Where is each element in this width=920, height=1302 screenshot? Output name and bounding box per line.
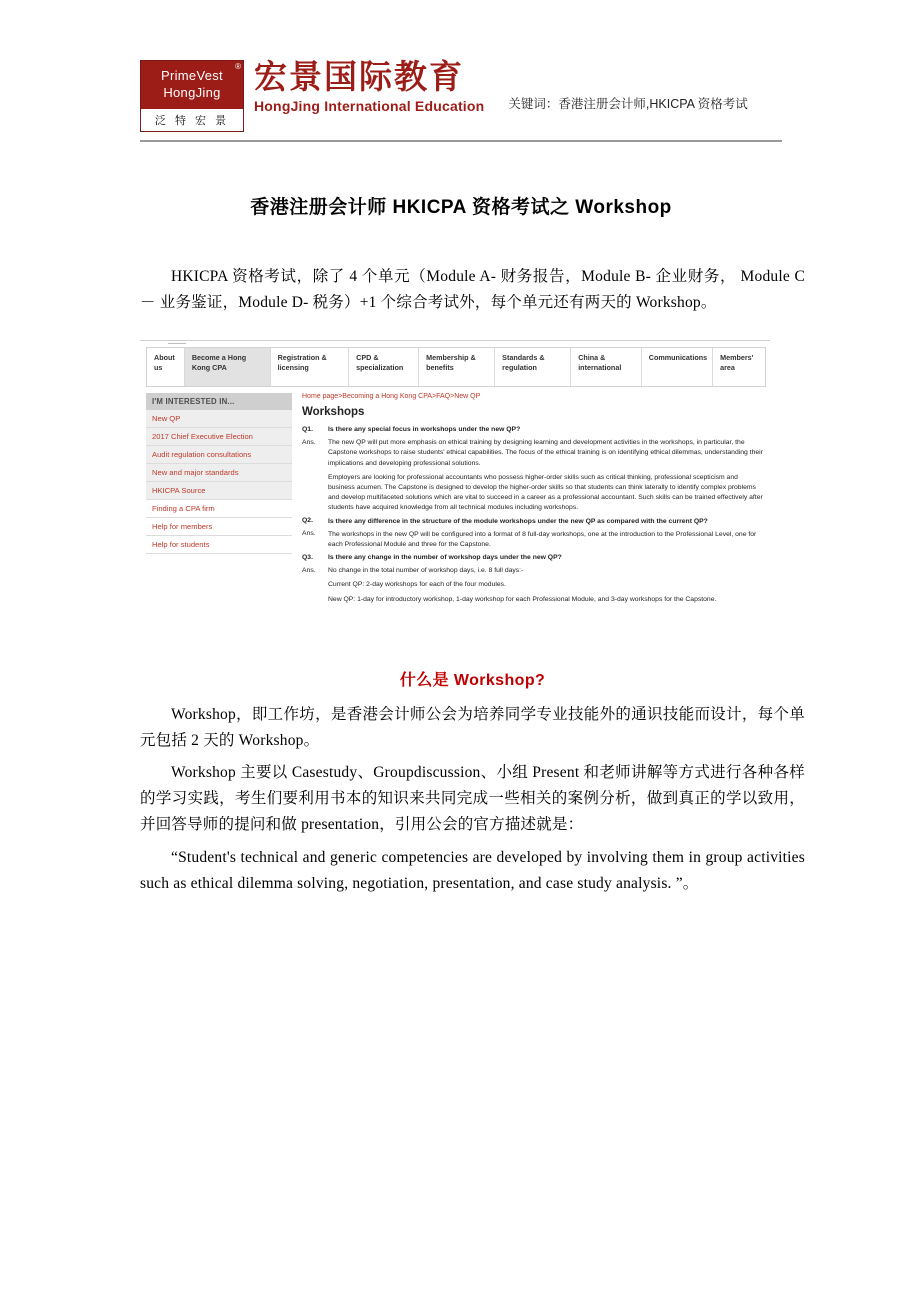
nav-item-china-international[interactable]: China & international [571,348,642,386]
faq-question-2 [302,517,764,527]
faq-a1-text [328,438,764,513]
faq-a3-label: Ans. [302,566,316,574]
faq-answer-1 [302,438,764,513]
nav-item-become-a-hong-kong-cpa[interactable]: Become a Hong Kong CPA [185,348,271,386]
faq-a2-para-1: The workshops in the new QP will be configured into a format of 8 full-day workshops, one at the introduction to the Professional Level, one for each Professional Module and three for the Capstone. [328,530,757,548]
logo-line-2: HongJing [163,84,221,100]
nav-item-standards-regulation[interactable]: Standards & regulation [495,348,571,386]
screenshot-content [302,393,764,608]
sidebar-item-hkicpa-source[interactable]: HKICPA Source [146,482,292,500]
logo-subtext: 泛 特 宏 景 [141,108,243,131]
sidebar-item-new-and-major-standards[interactable]: New and major standards [146,464,292,482]
breadcrumb[interactable]: Home page>Becoming a Hong Kong CPA>FAQ>New QP [302,393,481,400]
sidebar-item-new-qp[interactable]: New QP [146,410,292,428]
nav-item-about-us[interactable]: About us [147,348,185,386]
faq-a1-para-1: The new QP will put more emphasis on ethical training by designing learning and development activities in the workshops, in particular, the Capstone workshops to raise students' ethical capabilities. The focus of the ethical training is on identifying ethical dilemmas, understanding their implications and developing professional solutions. [328,439,763,467]
faq-a1-para-2: Employers are looking for professional accountants who possess higher-order skills such as critical thinking, professional scepticism and business acumen. The Capstone is designed to develop the higher-order skills so that students can think laterally to identify complex problems and develop multifaceted solutions which are vital to succeed in a career as a professional accountant. Such skills can be trained effectively after students have acquired knowledge from all technical modules including workshops. [328,473,763,512]
paragraph-official-quote: “Student's technical and generic competencies are developed by involving them in group activities such as ethical dilemma solving, negotiation, presentation, and case study analysis. ”。 [140,849,805,892]
faq-a3-para-1: No change in the total number of workshop days, i.e. 8 full days:- [328,567,524,575]
faq-question-3 [302,553,764,563]
nav-item-membership-benefits[interactable]: Membership & benefits [419,348,495,386]
logo-mark [141,61,243,108]
faq-a2-text [328,530,764,550]
document-header [140,60,782,142]
sidebar [146,393,292,554]
faq-q3-label: Q3. [302,553,313,561]
brand-name-cn: 宏景国际教育 [254,58,464,95]
site-navigation[interactable] [146,347,766,387]
faq-a3-para-2: Current QP: 2-day workshops for each of the four modules. [328,581,506,589]
logo [140,60,244,132]
faq-q2-label: Q2. [302,517,313,524]
registered-trademark-icon: ® [235,62,241,71]
faq-a2-label: Ans. [302,530,316,538]
paragraph-workshop-methods: Workshop 主要以 Casestudy、Groupdiscussion、小组 Present 和老师讲解等方式进行各种各样的学习实践，考生们要利用书本的知识来共同完成一些相关的案例分析，做到真正的学以致用，并回答导师的提问和做 presentation，引用公会的官方描述就是： [140,764,805,833]
section-subheading-wrap [140,668,805,694]
sidebar-item-help-for-students[interactable]: Help for students [146,536,292,554]
faq-question-1 [302,425,764,435]
faq-a3-text [328,566,764,605]
embedded-screenshot [140,340,770,659]
faq-q3-text: Is there any change in the number of workshop days under the new QP? [328,554,562,562]
brand-name-en: HongJing International Education [254,97,485,114]
nav-item-members-area[interactable]: Members' area [720,353,754,372]
section-subheading: 什么是 Workshop? [399,672,546,689]
sidebar-item-chief-executive-election[interactable]: 2017 Chief Executive Election [146,428,292,446]
nav-item-communications[interactable]: Communications [642,348,713,386]
faq-a3-para-3: New QP: 1-day for introductory workshop, 1-day workshop for each Professional Module, and 3-day workshops for the Capstone. [328,595,717,603]
sidebar-item-help-for-members[interactable]: Help for members [146,518,292,536]
brand-block [254,58,484,114]
logo-line-1: PrimeVest [161,68,223,84]
paragraph-intro: HKICPA 资格考试，除了 4 个单元（Module A- 财务报告，Module B- 企业财务， Module C － 业务鉴证，Module D- 税务）+1 个综合考试外，每个单元还有两天的 Workshop。 [140,268,805,311]
faq-q1-text: Is there any special focus in workshops under the new QP? [328,426,521,433]
paragraph-what-is-workshop: Workshop，即工作坊，是香港会计师公会为培养同学专业技能外的通识技能而设计，每个单元包括 2 天的 Workshop。 [140,706,805,749]
nav-item-registration-licensing[interactable]: Registration & licensing [271,348,350,386]
faq-answer-2 [302,530,764,550]
content-heading: Workshops [302,406,365,418]
sidebar-heading: I'M INTERESTED IN... [146,393,292,410]
sidebar-item-finding-a-cpa-firm[interactable]: Finding a CPA firm [146,500,292,518]
faq-q2-text: Is there any difference in the structure of the module workshops under the new QP as compared with the current QP? [328,517,708,525]
faq-answer-3 [302,566,764,605]
faq-q1-label: Q1. [302,425,313,433]
faq-a1-label: Ans. [302,438,316,446]
nav-item-cpd-specialization[interactable]: CPD & specialization [349,348,419,386]
page-title: 香港注册会计师 HKICPA 资格考试之 Workshop [250,197,672,218]
header-keywords: 关键词：香港注册会计师,HKICPA 资格考试 [508,97,748,111]
sidebar-item-audit-regulation-consultations[interactable]: Audit regulation consultations [146,446,292,464]
